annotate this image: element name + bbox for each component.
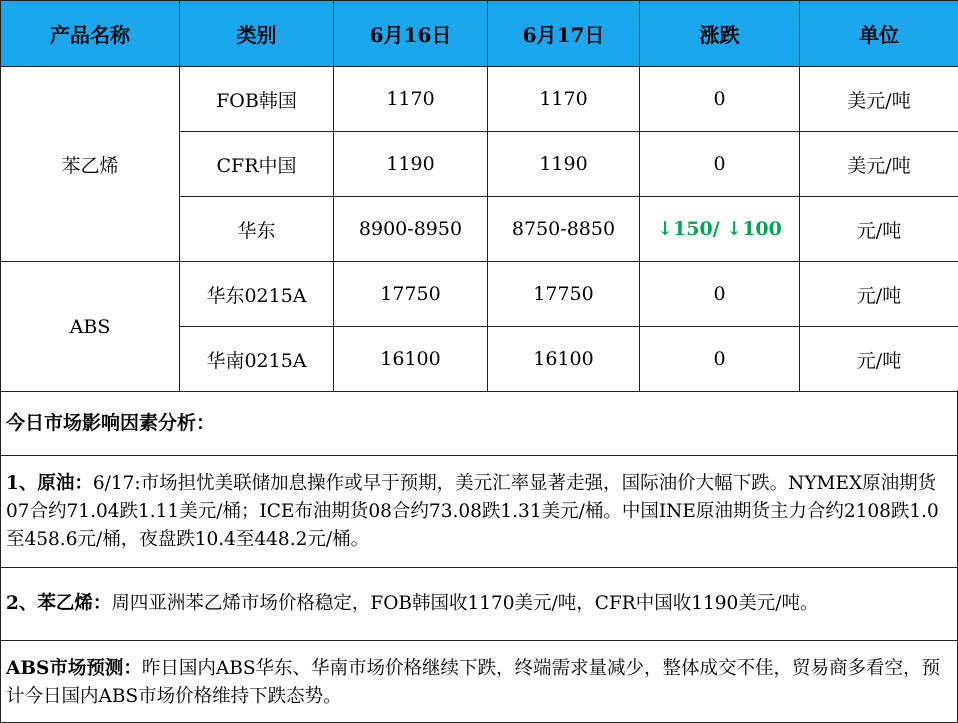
change-value-b: 100 [742, 218, 782, 240]
down-arrow-icon: ↓ [726, 218, 743, 240]
header-unit: 单位 [800, 1, 958, 67]
abs-forecast-paragraph [0, 641, 958, 723]
change-value-a: 150 [673, 218, 713, 240]
category-cell: CFR中国 [180, 132, 334, 197]
price-16-cell: 1170 [334, 67, 488, 132]
down-arrow-icon: ↓ [657, 218, 674, 240]
abs-forecast-text: 昨日国内ABS华东、华南市场价格继续下跌，终端需求量减少，整体成交不佳，贸易商多看空，预计今日国内ABS市场价格维持下跌态势。 [6, 658, 940, 707]
unit-cell: 美元/吨 [800, 132, 958, 197]
abs-forecast-label: ABS市场预测： [6, 658, 142, 679]
header-category: 类别 [180, 1, 334, 67]
styrene-paragraph [0, 568, 958, 641]
change-cell: 0 [640, 262, 800, 327]
unit-cell: 元/吨 [800, 262, 958, 327]
table-row [1, 262, 958, 327]
product-cell-abs: ABS [1, 262, 180, 392]
crude-oil-label: 1、原油： [6, 473, 93, 494]
styrene-label: 2、苯乙烯： [6, 593, 112, 614]
change-cell: 0 [640, 132, 800, 197]
unit-cell: 元/吨 [800, 327, 958, 392]
category-cell: FOB韩国 [180, 67, 334, 132]
price-16-cell: 1190 [334, 132, 488, 197]
category-cell: 华南0215A [180, 327, 334, 392]
crude-oil-paragraph [0, 456, 958, 568]
styrene-text: 周四亚洲苯乙烯市场价格稳定，FOB韩国收1170美元/吨，CFR中国收1190美元/吨。 [111, 593, 819, 614]
change-cell: 0 [640, 327, 800, 392]
price-16-cell: 16100 [334, 327, 488, 392]
header-change: 涨跌 [640, 1, 800, 67]
price-16-cell: 17750 [334, 262, 488, 327]
price-17-cell: 1170 [488, 67, 640, 132]
category-cell: 华东0215A [180, 262, 334, 327]
header-date-16: 6月16日 [334, 1, 488, 67]
price-17-cell: 17750 [488, 262, 640, 327]
change-cell: 0 [640, 67, 800, 132]
unit-cell: 元/吨 [800, 197, 958, 262]
analysis-heading: 今日市场影响因素分析： [0, 390, 958, 456]
header-product: 产品名称 [1, 1, 180, 67]
category-cell: 华东 [180, 197, 334, 262]
product-cell-styrene: 苯乙烯 [1, 67, 180, 262]
unit-cell: 美元/吨 [800, 67, 958, 132]
price-16-cell: 8900-8950 [334, 197, 488, 262]
analysis-section [0, 390, 958, 723]
price-17-cell: 16100 [488, 327, 640, 392]
change-cell-down [640, 197, 800, 262]
price-17-cell: 8750-8850 [488, 197, 640, 262]
header-date-17: 6月17日 [488, 1, 640, 67]
crude-oil-text: 6/17:市场担忧美联储加息操作或早于预期，美元汇率显著走强，国际油价大幅下跌。NYMEX原油期货07合约71.04跌1.11美元/桶；ICE布油期货08合约73.08跌1.31美元/桶。中国INE原油期货主力合约2108跌1.0至458.6元/桶，夜盘跌10.4至448.2元/桶。 [6, 473, 939, 550]
change-separator: / [712, 218, 720, 240]
price-17-cell: 1190 [488, 132, 640, 197]
header-row [1, 1, 958, 67]
table-row [1, 67, 958, 132]
